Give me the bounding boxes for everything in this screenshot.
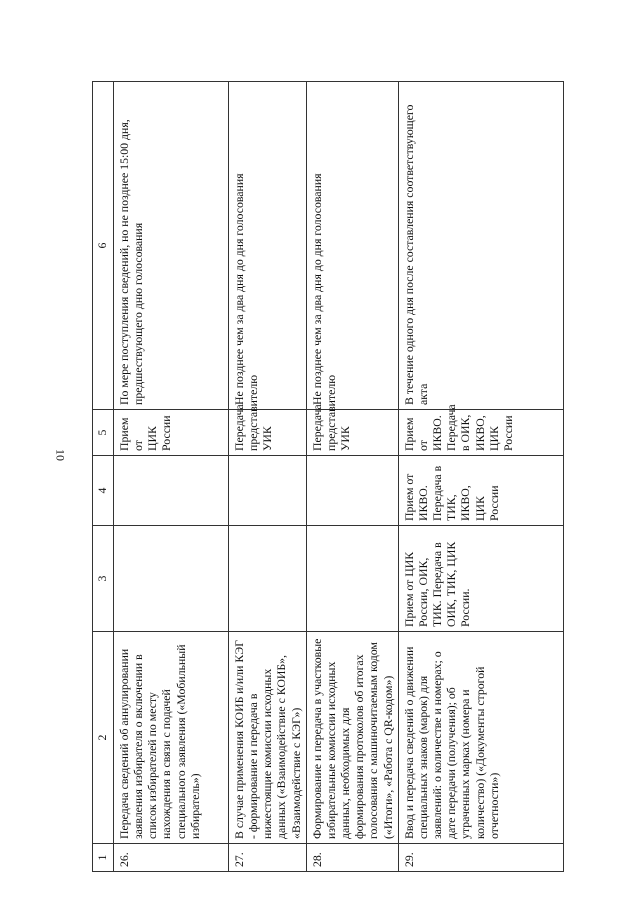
page-number: 10 bbox=[53, 449, 68, 461]
cell-col3: Прием от ЦИК России, ОИК, ТИК. Передача в ОИК, ТИК, ЦИК России. bbox=[398, 526, 563, 632]
table-row bbox=[114, 82, 229, 872]
row-description: В случае применения КОИБ и/или КЭГ - формирование и передача в нижестоящие комиссии исходных данных («Взаимодействие с КОИБ», «Взаимодействие с КЭГ») bbox=[229, 632, 307, 844]
row-number: 27. bbox=[229, 844, 307, 872]
cell-col4: Прием от ИКВО. Передача в ТИК, ИКВО, ЦИК России bbox=[398, 456, 563, 526]
row-number: 28. bbox=[306, 844, 398, 872]
cell-col3 bbox=[306, 526, 398, 632]
row-deadline: Не позднее чем за два дня до дня голосования bbox=[229, 82, 307, 410]
table-row bbox=[306, 82, 398, 872]
row-number: 26. bbox=[114, 844, 229, 872]
table-row bbox=[398, 82, 563, 872]
header-cell: 5 bbox=[93, 410, 114, 456]
cell-col5: Передача представителю УИК bbox=[229, 410, 307, 456]
row-description: Передача сведений об аннулировании заявления избирателя о включении в список избирателей по месту нахождения в связи с подачей специального заявления («Мобильный избиратель») bbox=[114, 632, 229, 844]
header-cell: 4 bbox=[93, 456, 114, 526]
row-description: Формирование и передача в участковые избирательные комиссии исходных данных, необходимых для формирования протоколов об итогах голосования с машиночитаемым кодом («Итоги», «Работа с QR-кодом») bbox=[306, 632, 398, 844]
row-description: Ввод и передача сведений о движении специальных знаков (марок) для заявлений: о количестве и номерах; о дате передачи (получения); об утраченных марках (номера и количество) («Документы строгой отчетности») bbox=[398, 632, 563, 844]
table-row bbox=[229, 82, 307, 872]
rotated-table-container bbox=[92, 82, 622, 872]
cell-col3 bbox=[114, 526, 229, 632]
header-cell: 1 bbox=[93, 844, 114, 872]
row-deadline: Не позднее чем за два дня до дня голосования bbox=[306, 82, 398, 410]
header-cell: 3 bbox=[93, 526, 114, 632]
cell-col4 bbox=[306, 456, 398, 526]
row-number: 29. bbox=[398, 844, 563, 872]
cell-col5: Прием от ИКВО. Передача в ОИК, ИКВО, ЦИК России bbox=[398, 410, 563, 456]
header-row bbox=[93, 82, 114, 872]
cell-col5: Прием от ЦИК России bbox=[114, 410, 229, 456]
row-deadline: По мере поступления сведений, но не позднее 15:00 дня, предшествующего дню голосования bbox=[114, 82, 229, 410]
cell-col5: Передача представителю УИК bbox=[306, 410, 398, 456]
header-cell: 2 bbox=[93, 632, 114, 844]
header-cell: 6 bbox=[93, 82, 114, 410]
schedule-table bbox=[92, 81, 564, 872]
cell-col4 bbox=[114, 456, 229, 526]
cell-col4 bbox=[229, 456, 307, 526]
cell-col3 bbox=[229, 526, 307, 632]
row-deadline: В течение одного дня после составления соответствующего акта bbox=[398, 82, 563, 410]
